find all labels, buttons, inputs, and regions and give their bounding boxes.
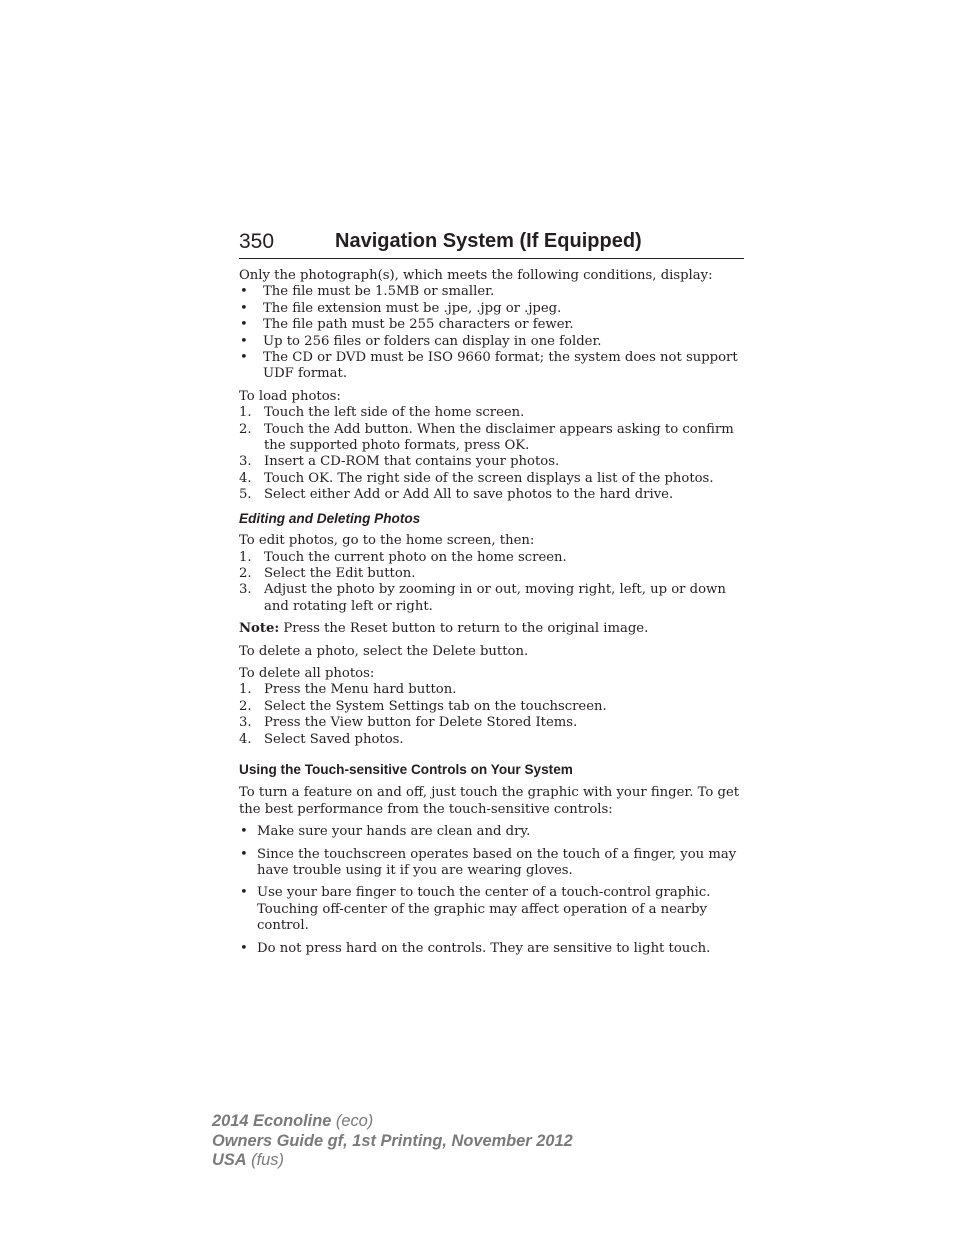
footer-market-line: USA (fus) [212,1151,284,1169]
touch-intro: To turn a feature on and off, just touch the graphic with your finger. To get the best performance from the touch-sensitive controls: [239,785,740,817]
editing-heading: Editing and Deleting Photos [239,510,421,526]
list-item: 1. Press the Menu hard button. [239,682,457,698]
editing-intro: To edit photos, go to the home screen, then: [239,533,535,549]
list-item: • Do not press hard on the controls. They are sensitive to light touch. [240,940,711,956]
page-number: 350 [239,230,275,253]
list-item: 3. Adjust the photo by zooming in or out, moving right, left, up or down and rotating left or right. [239,582,726,614]
list-item: • Since the touchscreen operates based on the touch of a finger, you may have trouble using it if you are wearing gloves. [240,846,737,878]
bullet-icon: • [240,300,248,316]
bullet-icon: • [240,284,248,300]
conditions-intro: Only the photograph(s), which meets the following conditions, display: [239,268,713,283]
note [239,621,749,637]
list-item: 2. Select the Edit button. [239,565,416,581]
bullet-icon: • [240,824,248,840]
list-item: • Use your bare finger to touch the center of a touch-control graphic. Touching off-center of the graphic may affect operation of a nearby control. [240,885,711,934]
list-item: 2. Select the System Settings tab on the touchscreen. [239,698,607,714]
list-item: • The file path must be 255 characters or fewer. [240,317,574,333]
list-item: 4. Touch OK. The right side of the screen displays a list of the photos. [239,470,714,486]
list-item: 4. Select Saved photos. [239,731,404,747]
page-header [239,228,744,259]
note-label: Note: [239,621,280,637]
load-intro: To load photos: [239,388,341,404]
bullet-icon: • [240,885,248,901]
bullet-icon: • [240,350,248,366]
bullet-icon: • [240,333,248,349]
list-item: 2. Touch the Add button. When the disclaimer appears asking to confirm the supported photo formats, press OK. [239,421,734,454]
footer-guide-line: Owners Guide gf, 1st Printing, November 2012 [212,1131,573,1150]
list-item: 1. Touch the left side of the home screen. [239,405,525,421]
list-item: 5. Select either Add or Add All to save photos to the hard drive. [239,487,674,503]
delete-all-steps [239,682,749,748]
list-item: • Up to 256 files or folders can display in one folder. [240,333,602,349]
page-body [239,268,749,957]
conditions-list [239,284,749,382]
list-item: 1. Touch the current photo on the home screen. [239,549,567,565]
delete-all-intro: To delete all photos: [239,665,375,681]
list-item: • Make sure your hands are clean and dry. [240,824,531,840]
list-item: • The file extension must be .jpe, .jpg or .jpeg. [240,300,562,316]
bullet-icon: • [240,317,248,333]
chapter-title: Navigation System (If Equipped) [335,230,642,252]
touch-tips [239,824,749,957]
bullet-icon: • [240,940,248,956]
list-item: • The CD or DVD must be ISO 9660 format; the system does not support UDF format. [240,350,738,382]
editing-steps [239,550,749,616]
delete-one-text: To delete a photo, select the Delete button. [239,643,529,659]
list-item: 3. Insert a CD-ROM that contains your photos. [239,454,560,470]
list-item: • The file must be 1.5MB or smaller. [240,284,495,300]
list-item: 3. Press the View button for Delete Stored Items. [239,715,578,731]
touch-heading: Using the Touch-sensitive Controls on Your System [239,761,573,777]
page-footer [212,1112,573,1171]
note-text: Press the Reset button to return to the original image. [279,621,649,637]
load-steps [239,405,749,503]
bullet-icon: • [240,846,248,862]
footer-model-line: 2014 Econoline (eco) [212,1112,374,1130]
